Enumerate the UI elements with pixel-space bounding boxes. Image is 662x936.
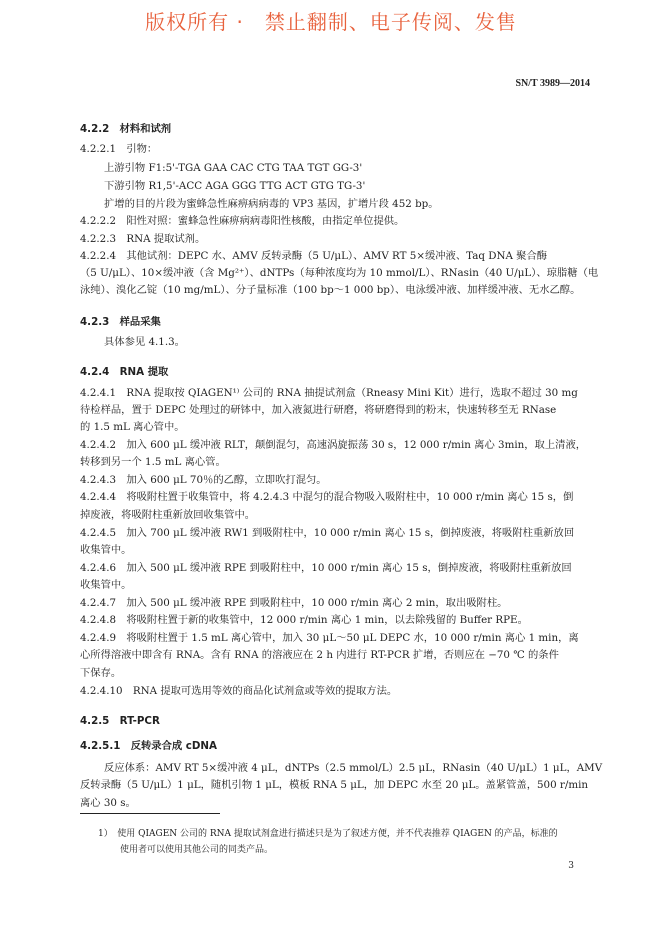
clause-4-2-4-5-line1: 4.2.4.5 加入 700 μL 缓冲液 RW1 到吸附柱中，10 000 r/min 离心 15 s，倒掉废液，将吸附柱重新放回 xyxy=(80,527,575,539)
clause-4-2-2-4-line1: 4.2.2.4 其他试剂：DEPC 水、AMV 反转录酶（5 U/μL）、AMV RT 5×缓冲液、Taq DNA 聚合酶 xyxy=(80,250,548,262)
clause-4-2-4-9-line3: 下保存。 xyxy=(80,667,122,679)
clause-4-2-4-6-line1: 4.2.4.6 加入 500 μL 缓冲液 RPE 到吸附柱中，10 000 r/min 离心 15 s，倒掉废液，将吸附柱重新放回 xyxy=(80,562,572,574)
clause-4-2-4-1-line2: 待检样品，置于 DEPC 处理过的研钵中，加入液氮进行研磨，将研磨得到的粉末，快速转移至无 RNase xyxy=(80,404,557,416)
clause-4-2-4-1-line3: 的 1.5 mL 离心管中。 xyxy=(80,421,185,433)
clause-4-2-4-6-line2: 收集管中。 xyxy=(80,579,132,591)
reaction-system-line3: 离心 30 s。 xyxy=(80,797,136,809)
clause-4-2-4-8: 4.2.4.8 将吸附柱置于新的收集管中，12 000 r/min 离心 1 min，以去除残留的 Buffer RPE。 xyxy=(80,614,528,626)
clause-4-2-4-7: 4.2.4.7 加入 500 μL 缓冲液 RPE 到吸附柱中，10 000 r/min 离心 2 min，取出吸附柱。 xyxy=(80,597,508,609)
clause-4-2-4-4-line2: 掉废液，将吸附柱重新放回收集管中。 xyxy=(80,509,256,521)
reaction-system-line1: 反应体系：AMV RT 5×缓冲液 4 μL，dNTPs（2.5 mmol/L）2.5 μL，RNasin（40 U/μL）1 μL，AMV xyxy=(104,762,603,774)
document-code: SN/T 3989—2014 xyxy=(515,78,590,89)
section-heading-4-2-3: 4.2.3 样品采集 xyxy=(80,316,161,328)
primer-forward: 上游引物 F1:5'-TGA GAA CAC CTG TAA TGT GG-3' xyxy=(104,162,363,174)
clause-4-2-2-4-line3: 泳纯）、溴化乙锭（10 mg/mL）、分子量标准（100 bp～1 000 bp）、电泳缓冲液、加样缓冲液、无水乙醇。 xyxy=(80,284,581,296)
clause-4-2-4-4-line1: 4.2.4.4 将吸附柱置于收集管中，将 4.2.4.3 中混匀的混合物吸入吸附柱中，10 000 r/min 离心 15 s，倒 xyxy=(80,491,574,503)
clause-4-2-4-5-line2: 收集管中。 xyxy=(80,544,132,556)
section-heading-4-2-5: 4.2.5 RT-PCR xyxy=(80,715,160,727)
amplicon-note: 扩增的目的片段为蜜蜂急性麻痹病病毒的 VP3 基因，扩增片段 452 bp。 xyxy=(104,198,439,210)
clause-4-2-4-3: 4.2.4.3 加入 600 μL 70％的乙醇，立即吹打混匀。 xyxy=(80,474,327,486)
clause-4-2-4-1-line1: 4.2.4.1 RNA 提取按 QIAGEN¹⁾ 公司的 RNA 抽提试剂盒（Rneasy Mini Kit）进行，选取不超过 30 mg xyxy=(80,387,578,399)
primer-reverse: 下游引物 R1,5'-ACC AGA GGG TTG ACT GTG TG-3' xyxy=(104,180,366,192)
clause-4-2-2-3: 4.2.2.3 RNA 提取试剂。 xyxy=(80,233,206,245)
footnote-line2: 使用者可以使用其他公司的同类产品。 xyxy=(120,845,274,855)
clause-4-2-4-9-line1: 4.2.4.9 将吸附柱置于 1.5 mL 离心管中，加入 30 μL～50 μL DEPC 水，10 000 r/min 离心 1 min，离 xyxy=(80,632,579,644)
page-number: 3 xyxy=(568,861,574,871)
sampling-reference: 具体参见 4.1.3。 xyxy=(104,336,185,348)
section-heading-4-2-5-1: 4.2.5.1 反转录合成 cDNA xyxy=(80,740,217,752)
section-heading-4-2-4: 4.2.4 RNA 提取 xyxy=(80,366,169,378)
clause-4-2-4-9-line2: 心所得溶液中即含有 RNA。含有 RNA 的溶液应在 2 h 内进行 RT-PCR 扩增，否则应在 −70 ℃ 的条件 xyxy=(80,649,559,661)
footnote-line1: 1） 使用 QIAGEN 公司的 RNA 提取试剂盒进行描述只是为了叙述方便，并不代表推荐 QIAGEN 的产品，标准的 xyxy=(98,829,558,839)
clause-4-2-2-4-line2: （5 U/μL）、10×缓冲液（含 Mg²⁺）、dNTPs（每种浓度均为 10 mmol/L）、RNasin（40 U/μL）、琼脂糖（电 xyxy=(80,267,599,279)
clause-4-2-4-2-line1: 4.2.4.2 加入 600 μL 缓冲液 RLT，颠倒混匀，高速涡旋振荡 30 s，12 000 r/min 离心 3min，取上清液， xyxy=(80,439,587,451)
copyright-banner: 版权所有 · 禁止翻制、电子传阅、发售 xyxy=(145,10,517,34)
clause-4-2-4-10: 4.2.4.10 RNA 提取可选用等效的商品化试剂盒或等效的提取方法。 xyxy=(80,685,398,697)
clause-4-2-4-2-line2: 转移到另一个 1.5 mL 离心管。 xyxy=(80,456,226,468)
footnote-divider xyxy=(80,813,220,814)
clause-4-2-2-1: 4.2.2.1 引物： xyxy=(80,143,158,155)
section-heading-4-2-2: 4.2.2 材料和试剂 xyxy=(80,123,172,135)
reaction-system-line2: 反转录酶（5 U/μL）1 μL，随机引物 1 μL，模板 RNA 5 μL，加 DEPC 水至 20 μL。盖紧管盖，500 r/min xyxy=(80,779,589,791)
clause-4-2-2-2: 4.2.2.2 阳性对照：蜜蜂急性麻痹病病毒阳性核酸，由指定单位提供。 xyxy=(80,215,405,227)
